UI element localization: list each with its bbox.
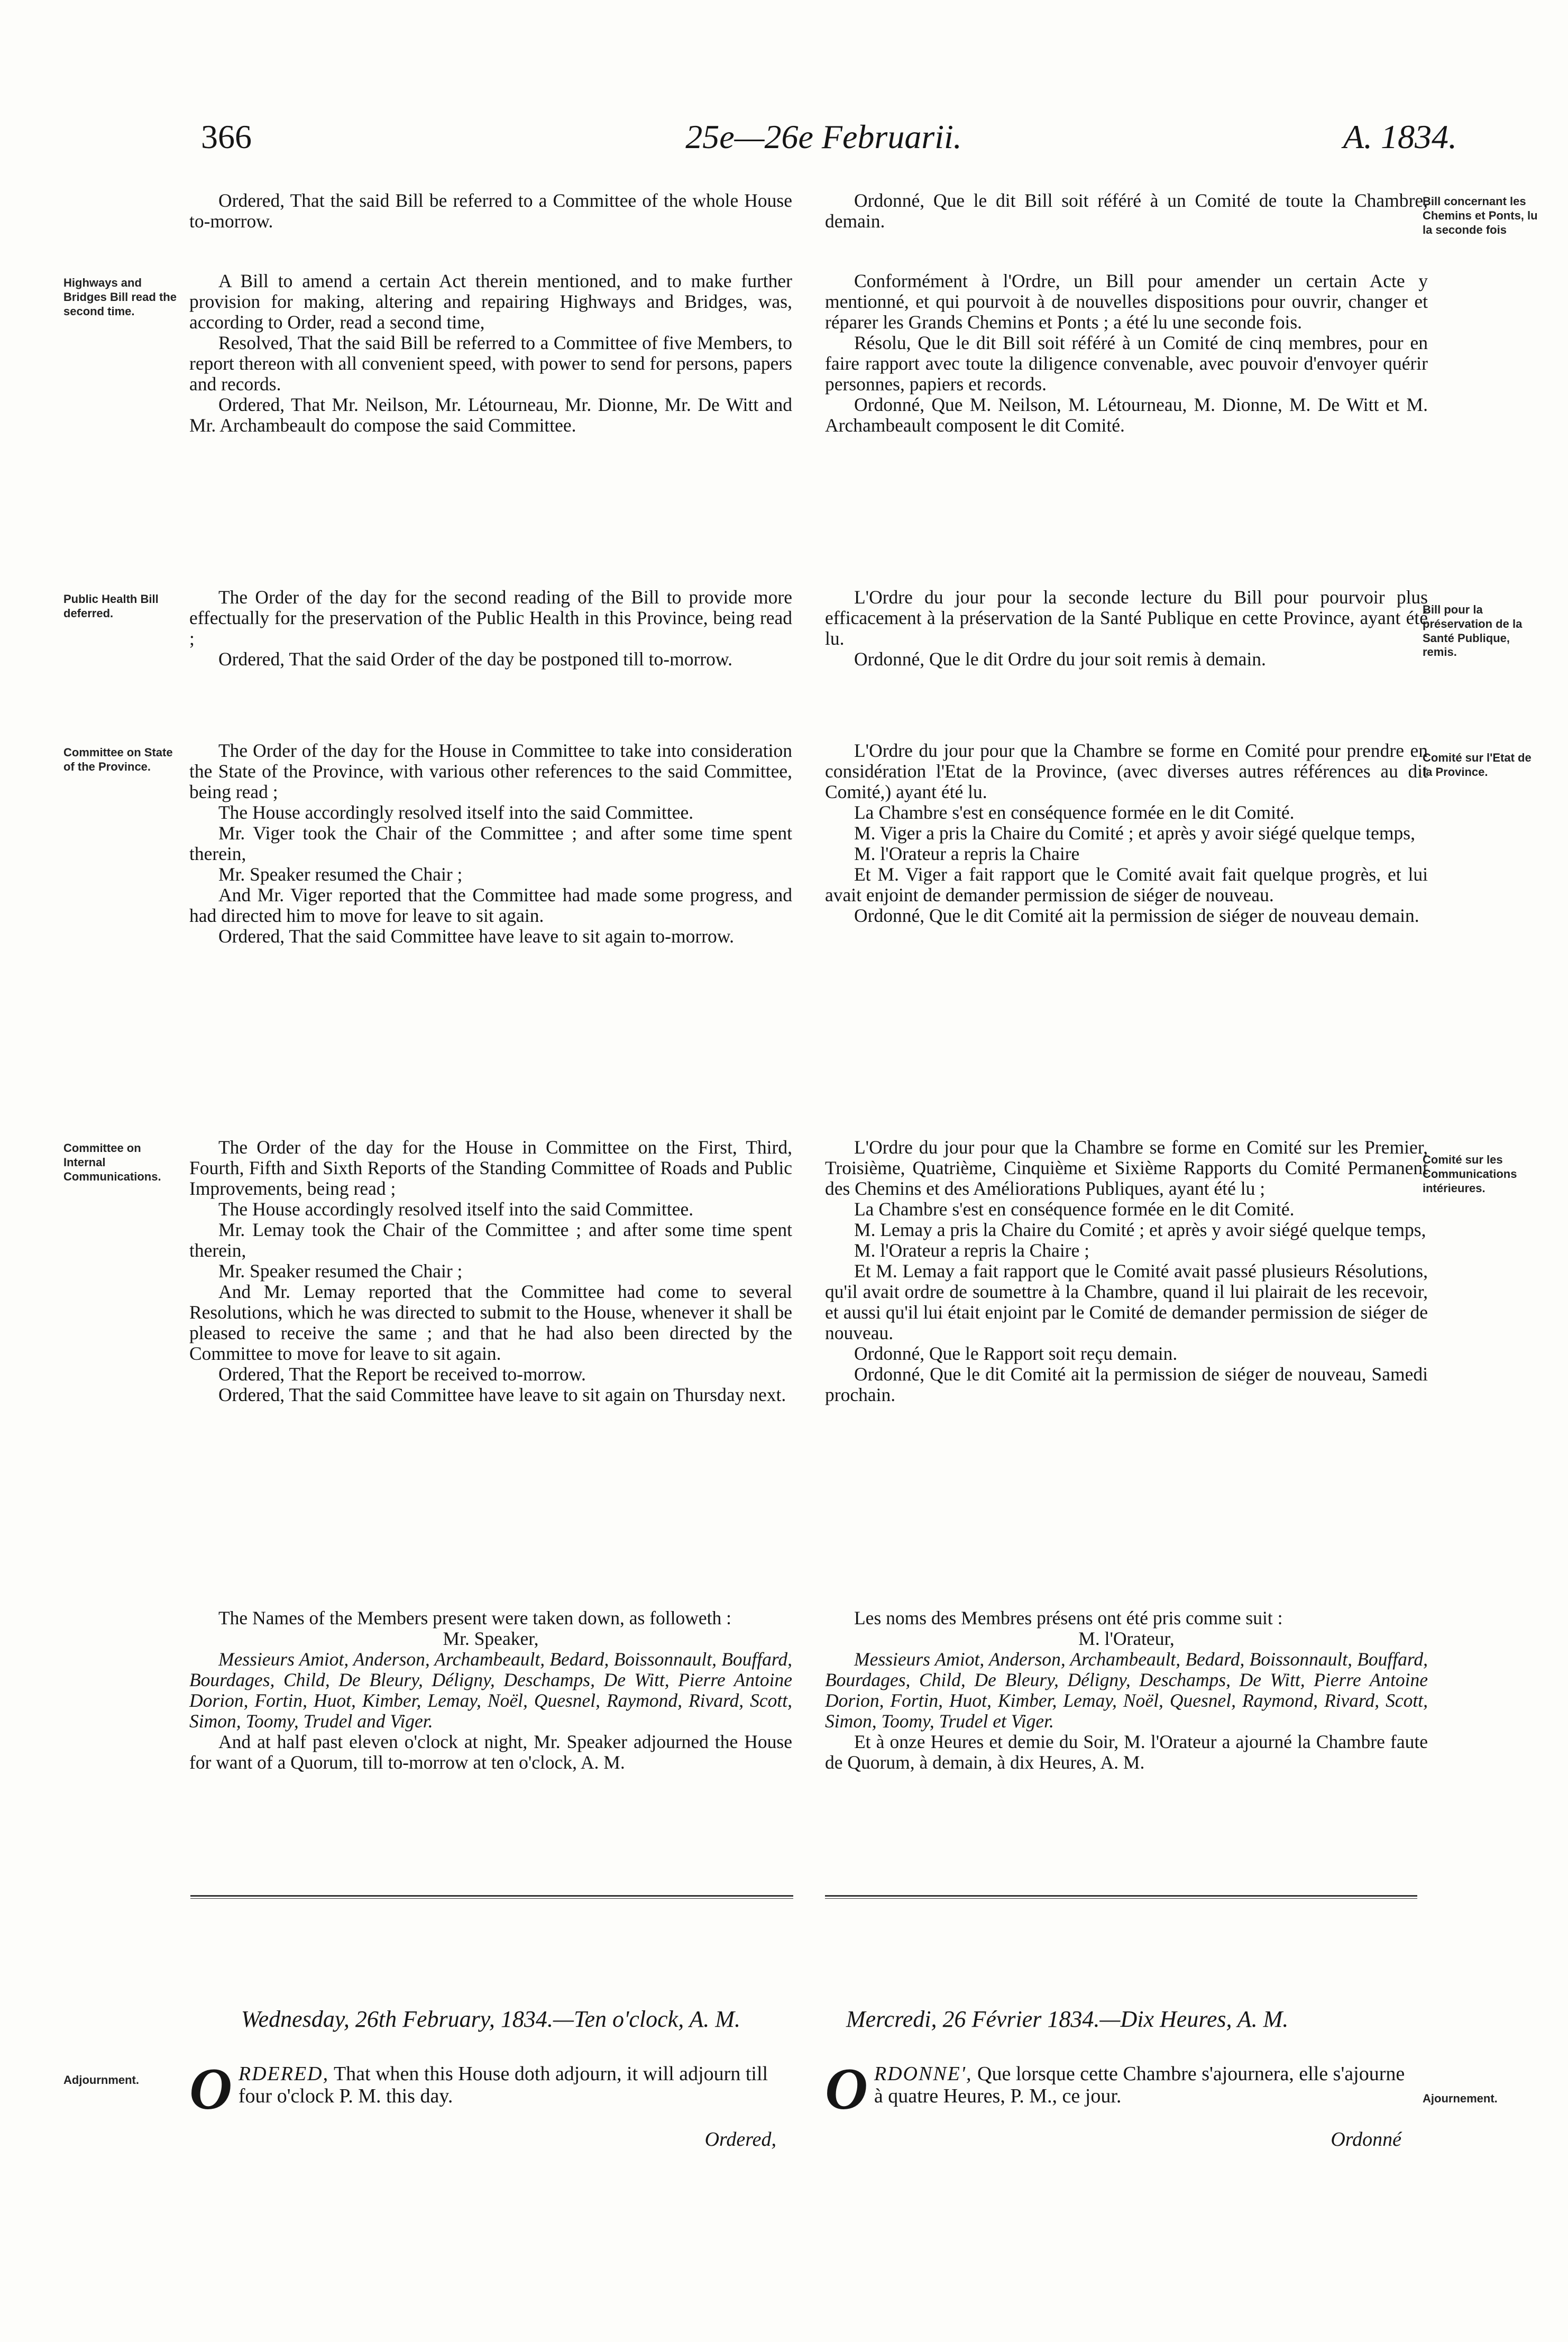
adjournment-note: And at half past eleven o'clock at night, Mr. Speaker adjourned the House for want of a Quorum, till to-morrow at ten o'clock, A. M. [189, 1731, 792, 1773]
margin-note-left: Committee on Internal Communications. [63, 1141, 161, 1183]
members-list: Messieurs Amiot, Anderson, Archambeault, Bedard, Boissonnault, Bouffard, Bourdages, Child, De Bleury, Déligny, Deschamps, De Witt, Pierre Antoine Dorion, Fortin, Huot, Kimber, Lemay, Noël, Quesnel, Raymond, Rivard, Scott, Simon, Toomy, Trudel et Viger. [825, 1649, 1428, 1732]
margin-note-left: Adjournment. [63, 2073, 139, 2087]
paragraph: Ordonné, Que le Rapport soit reçu demain. [854, 1343, 1178, 1364]
paragraph: Résolu, Que le dit Bill soit référé à un Comité de cinq membres, pour en faire rapport avec toute la diligence convenable, avec pouvoir d'envoyer quérir personnes, papiers et records. [825, 332, 1428, 395]
margin-note-left: Highways and Bridges Bill read the second time. [63, 276, 177, 318]
order-text: That when this House doth adjourn, it will adjourn till four o'clock P. M. this day. [238, 2063, 768, 2107]
paragraph: The Order of the day for the second reading of the Bill to provide more effectually for the preservation of the Public Health in this Province, being read ; [189, 587, 792, 649]
running-year: A. 1834. [1343, 118, 1457, 155]
paragraph: Mr. Speaker resumed the Chair ; [218, 864, 463, 885]
drop-cap: O [189, 2056, 232, 2122]
paragraph: Ordonné, Que le dit Comité ait la permission de siéger de nouveau demain. [854, 905, 1419, 926]
paragraph: The Order of the day for the House in Committee to take into consideration the State of the Province, with various other references to the said Committee, being read ; [189, 740, 792, 802]
catchword: Ordered, [704, 2128, 776, 2151]
english-column [189, 1608, 792, 1773]
paragraph: Conformément à l'Ordre, un Bill pour amender un certain Acte y mentionné, et qui pourvoit à de nouvelles dispositions pour ouvrir, changer et réparer les Grands Chemins et Ponts ; a été lu une seconde fois. [825, 270, 1428, 333]
paragraph: Ordonné, Que M. Neilson, M. Létourneau, M. Dionne, M. De Witt et M. Archambeault composent le dit Comité. [825, 394, 1428, 436]
english-column [189, 190, 792, 232]
paragraph: Ordered, That the said Committee have leave to sit again on Thursday next. [218, 1384, 786, 1405]
margin-note-right: Bill concernant les Chemins et Ponts, lu la seconde fois [1423, 195, 1538, 236]
order-french [825, 2056, 1417, 2151]
paragraph: Resolved, That the said Bill be referred to a Committee of five Members, to report thereon with all convenient speed, with power to send for persons, papers and records. [189, 332, 792, 395]
paragraph: Ordonné, Que le dit Bill soit référé à un Comité de toute la Chambre, demain. [825, 190, 1428, 232]
speaker-line: M. l'Orateur, [1078, 1628, 1175, 1649]
running-date: 25e—26e Februarii. [685, 118, 962, 155]
members-intro: The Names of the Members present were taken down, as followeth : [218, 1607, 732, 1629]
paragraph: The Order of the day for the House in Committee on the First, Third, Fourth, Fifth and Sixth Reports of the Standing Committee of Roads and Public Improvements, being read ; [189, 1137, 792, 1199]
order-lead: RDERED, [238, 2063, 329, 2085]
order-lead: RDONNE', [874, 2063, 973, 2085]
paragraph: The House accordingly resolved itself into the said Committee. [218, 802, 694, 823]
paragraph: L'Ordre du jour pour que la Chambre se forme en Comité pour prendre en considération l'Etat de la Province, (avec diverses autres références au dit Comité,) ayant été lu. [825, 740, 1428, 802]
margin-note-right: Ajournement. [1423, 2092, 1498, 2105]
paragraph: M. Lemay a pris la Chaire du Comité ; et après y avoir siégé quelque temps, [854, 1219, 1426, 1240]
paragraph: L'Ordre du jour pour la seconde lecture du Bill pour pourvoir plus efficacement à la préservation de la Santé Publique en cette Province, ayant été lu. [825, 587, 1428, 649]
paragraph: M. l'Orateur a repris la Chaire [854, 843, 1080, 864]
english-column [189, 1137, 792, 1405]
page-header [185, 117, 1462, 160]
paragraph: Ordered, That the said Bill be referred to a Committee of the whole House to-morrow. [189, 190, 792, 232]
paragraph: La Chambre s'est en conséquence formée en le dit Comité. [854, 1199, 1295, 1220]
paragraph: L'Ordre du jour pour que la Chambre se forme en Comité sur les Premier, Troisième, Quatrième, Cinquième et Sixième Rapports du Comité Permanent des Chemins et des Améliorations Publiques, ayant été lu ; [825, 1137, 1428, 1199]
paragraph: Mr. Viger took the Chair of the Committee ; and after some time spent therein, [189, 822, 792, 864]
page-number: 366 [201, 118, 252, 155]
paragraph: Mr. Lemay took the Chair of the Committee ; and after some time spent therein, [189, 1219, 792, 1261]
order-english [189, 2056, 792, 2151]
paragraph: M. l'Orateur a repris la Chaire ; [854, 1240, 1090, 1261]
french-column [825, 271, 1428, 436]
french-column [825, 1137, 1428, 1405]
english-column [189, 271, 792, 436]
drop-cap: O [825, 2056, 868, 2122]
members-list: Messieurs Amiot, Anderson, Archambeault, Bedard, Boissonnault, Bouffard, Bourdages, Child, De Bleury, Déligny, Deschamps, De Witt, Pierre Antoine Dorion, Fortin, Huot, Kimber, Lemay, Noël, Quesnel, Raymond, Rivard, Scott, Simon, Toomy, Trudel and Viger. [189, 1649, 792, 1732]
french-column [825, 587, 1428, 670]
paragraph: A Bill to amend a certain Act therein mentioned, and to make further provision for making, altering and repairing Highways and Bridges, was, according to Order, read a second time, [189, 270, 792, 333]
margin-note-right: Comité sur les Communications intérieures. [1423, 1153, 1517, 1195]
english-column [189, 740, 792, 947]
french-column [825, 1608, 1428, 1773]
paragraph: La Chambre s'est en conséquence formée en le dit Comité. [854, 802, 1295, 823]
catchword: Ordonné [1331, 2128, 1401, 2151]
order-text: Que lorsque cette Chambre s'ajournera, elle s'ajourne à quatre Heures, P. M., ce jour. [874, 2063, 1405, 2107]
french-column [825, 190, 1428, 232]
members-intro: Les noms des Membres présens ont été pris comme suit : [854, 1607, 1283, 1629]
paragraph: Mr. Speaker resumed the Chair ; [218, 1260, 463, 1282]
margin-note-right: Comité sur l'Etat de la Province. [1423, 751, 1532, 779]
paragraph: The House accordingly resolved itself into the said Committee. [218, 1199, 694, 1220]
paragraph: Et M. Lemay a fait rapport que le Comité avait passé plusieurs Résolutions, qu'il avait ordre de soumettre à la Chambre, quand il lui plairait de les recevoir, et aussi qu'il lui était enjoint par le Comité de demander permission de siéger de nouveau. [825, 1260, 1428, 1343]
margin-note-left: Public Health Bill deferred. [63, 592, 159, 620]
margin-note-right: Bill pour la préservation de la Santé Publique, remis. [1423, 603, 1523, 659]
paragraph: Ordonné, Que le dit Comité ait la permission de siéger de nouveau, Samedi prochain. [825, 1364, 1428, 1405]
separator-rule [190, 1895, 793, 1899]
paragraph: Ordered, That Mr. Neilson, Mr. Létourneau, Mr. Dionne, Mr. De Witt and Mr. Archambeault do compose the said Committee. [189, 394, 792, 436]
english-column [189, 587, 792, 670]
paragraph: M. Viger a pris la Chaire du Comité ; et après y avoir siégé quelque temps, [854, 822, 1415, 844]
paragraph: Et M. Viger a fait rapport que le Comité avait fait quelque progrès, et lui avait enjoint de demander permission de siéger de nouveau. [825, 864, 1428, 905]
adjournment-note: Et à onze Heures et demie du Soir, M. l'Orateur a ajourné la Chambre faute de Quorum, à demain, à dix Heures, A. M. [825, 1731, 1428, 1773]
french-column [825, 740, 1428, 926]
separator-rule [825, 1895, 1417, 1899]
paragraph: Ordonné, Que le dit Ordre du jour soit remis à demain. [854, 648, 1266, 670]
date-heading-english: Wednesday, 26th February, 1834.—Ten o'clock, A. M. [241, 2006, 740, 2032]
paragraph: Ordered, That the said Order of the day be postponed till to-morrow. [218, 648, 733, 670]
paragraph: And Mr. Viger reported that the Committee had made some progress, and had directed him to move for leave to sit again. [189, 884, 792, 926]
paragraph: And Mr. Lemay reported that the Committee had come to several Resolutions, which he was directed to submit to the House, whenever it shall be pleased to receive the same ; and that he had also been directed by the Committee to move for leave to sit again. [189, 1281, 792, 1364]
margin-note-left: Committee on State of the Province. [63, 746, 173, 773]
date-heading-french: Mercredi, 26 Février 1834.—Dix Heures, A. M. [846, 2006, 1289, 2032]
paragraph: Ordered, That the said Committee have leave to sit again to-morrow. [218, 926, 734, 947]
paragraph: Ordered, That the Report be received to-morrow. [218, 1364, 586, 1385]
speaker-line: Mr. Speaker, [443, 1628, 539, 1649]
